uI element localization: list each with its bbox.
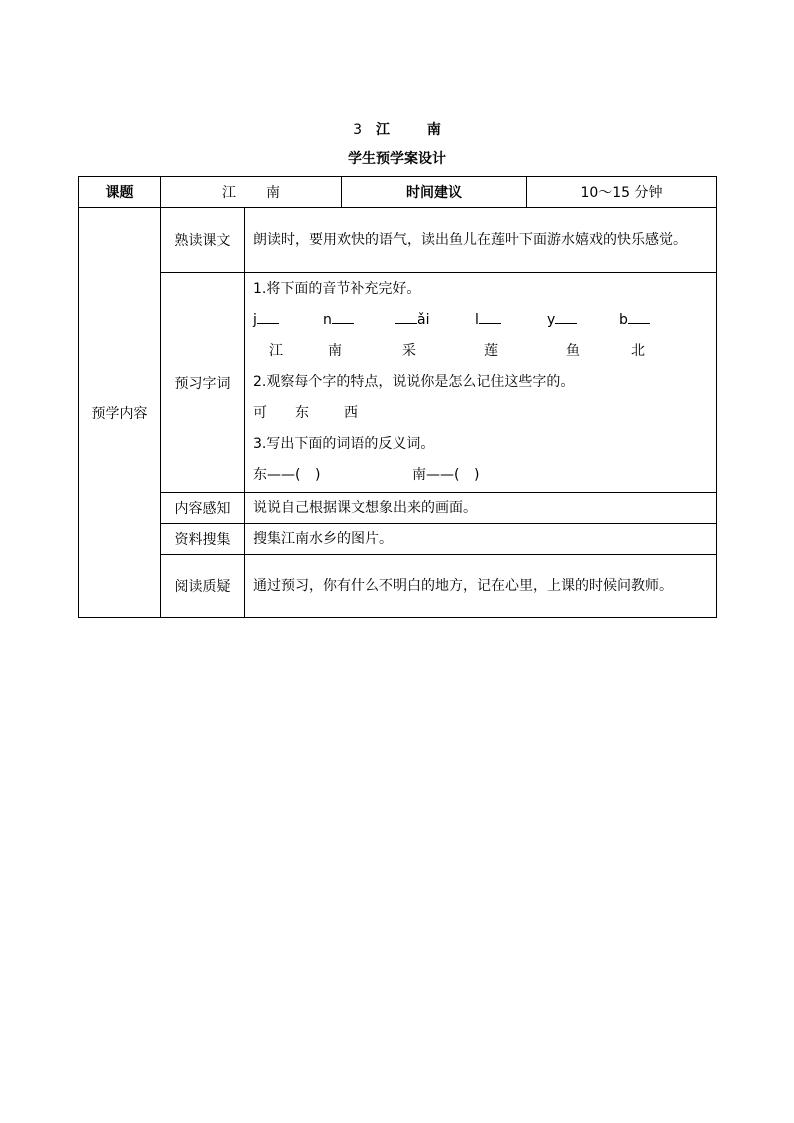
topic-label: 课题 xyxy=(79,177,161,208)
questions-text: 通过预习，你有什么不明白的地方，记在心里，上课的时候问教师。 xyxy=(245,555,717,618)
reading-text: 朗读时，要用欢快的语气，读出鱼儿在莲叶下面游水嬉戏的快乐感觉。 xyxy=(245,208,717,273)
char-lian: 莲 xyxy=(484,343,498,359)
antonym-east-close: ) xyxy=(315,467,321,483)
lesson-title xyxy=(0,121,794,139)
char-nan: 南 xyxy=(328,343,342,359)
pinyin-3: ǎi xyxy=(395,305,475,336)
preview-label: 预习字词 xyxy=(161,273,245,493)
antonym-row xyxy=(253,460,710,491)
lesson-number: 3 xyxy=(353,122,363,138)
preview-content xyxy=(245,273,717,493)
char-xi: 西 xyxy=(344,405,358,421)
time-value: 10～15 分钟 xyxy=(527,177,717,208)
preview-q3: 3.写出下面的词语的反义词。 xyxy=(253,436,435,452)
pinyin-row xyxy=(253,305,710,336)
reading-label: 熟读课文 xyxy=(161,208,245,273)
char-jiang: 江 xyxy=(269,343,283,359)
chars-row-2 xyxy=(253,398,710,429)
header-row xyxy=(79,177,717,208)
preview-q1: 1.将下面的音节补充完好。 xyxy=(253,281,421,297)
antonym-south-close: ) xyxy=(474,467,480,483)
chars-row-1 xyxy=(253,336,710,367)
perception-row xyxy=(79,493,717,524)
pinyin-2: n xyxy=(323,305,395,336)
collect-row xyxy=(79,524,717,555)
perception-text: 说说自己根据课文想象出来的画面。 xyxy=(245,493,717,524)
collect-text: 搜集江南水乡的图片。 xyxy=(245,524,717,555)
questions-row xyxy=(79,555,717,618)
preview-plan-table xyxy=(78,176,717,618)
preview-q2: 2.观察每个字的特点，说说你是怎么记住这些字的。 xyxy=(253,374,575,390)
reading-row xyxy=(79,208,717,273)
section-label: 预学内容 xyxy=(79,208,161,618)
pinyin-1: j xyxy=(253,305,323,336)
lesson-name: 江 南 xyxy=(376,122,457,138)
char-bei: 北 xyxy=(631,343,645,359)
sheet-title: 学生预学案设计 xyxy=(348,151,446,167)
preview-row xyxy=(79,273,717,493)
collect-label: 资料搜集 xyxy=(161,524,245,555)
pinyin-5: y xyxy=(547,305,619,336)
char-cai: 采 xyxy=(402,343,416,359)
char-dong: 东 xyxy=(295,405,309,421)
pinyin-4: l xyxy=(475,305,547,336)
pinyin-6: b xyxy=(619,305,679,336)
topic-value: 江南 xyxy=(161,177,342,208)
char-yu: 鱼 xyxy=(566,343,580,359)
char-ke: 可 xyxy=(253,405,267,421)
perception-label: 内容感知 xyxy=(161,493,245,524)
antonym-east: 东——( xyxy=(253,467,301,483)
questions-label: 阅读质疑 xyxy=(161,555,245,618)
time-label: 时间建议 xyxy=(342,177,527,208)
antonym-south: 南——( xyxy=(412,467,460,483)
